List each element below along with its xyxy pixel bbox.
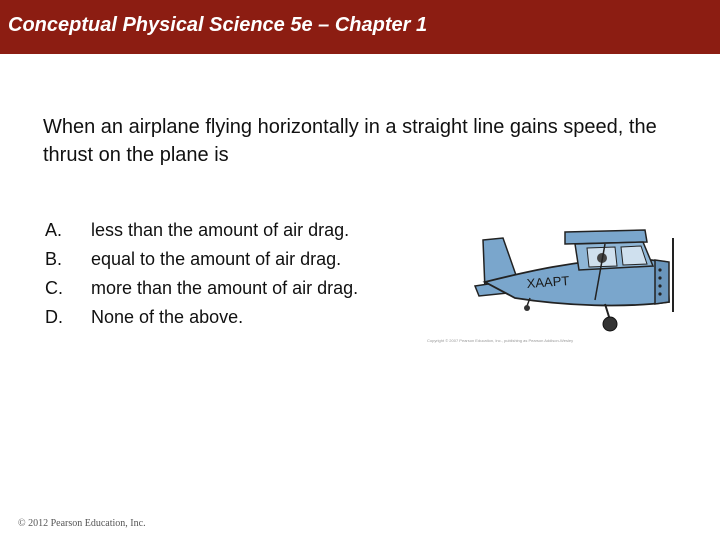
- footer-copyright: © 2012 Pearson Education, Inc.: [18, 518, 146, 529]
- airplane-icon: [455, 220, 685, 345]
- image-credit: Copyright © 2007 Pearson Education, Inc., publishing as Pearson Addison-Wesley: [427, 338, 574, 343]
- question-text: When an airplane flying horizontally in a straight line gains speed, the thrust on the plane is: [43, 116, 657, 166]
- option-text: None of the above.: [91, 307, 244, 327]
- tail-registration: XAAPT: [526, 273, 570, 291]
- option-letter: D.: [45, 307, 63, 327]
- header-bar: [0, 0, 720, 54]
- option-text: more than the amount of air drag.: [91, 278, 359, 298]
- option-text: equal to the amount of air drag.: [91, 249, 342, 269]
- option-letter: B.: [45, 249, 63, 269]
- option-text: less than the amount of air drag.: [91, 220, 350, 240]
- header-title: Conceptual Physical Science 5e – Chapter 1: [8, 14, 428, 36]
- option-letter: A.: [45, 220, 63, 240]
- option-letter: C.: [45, 278, 63, 298]
